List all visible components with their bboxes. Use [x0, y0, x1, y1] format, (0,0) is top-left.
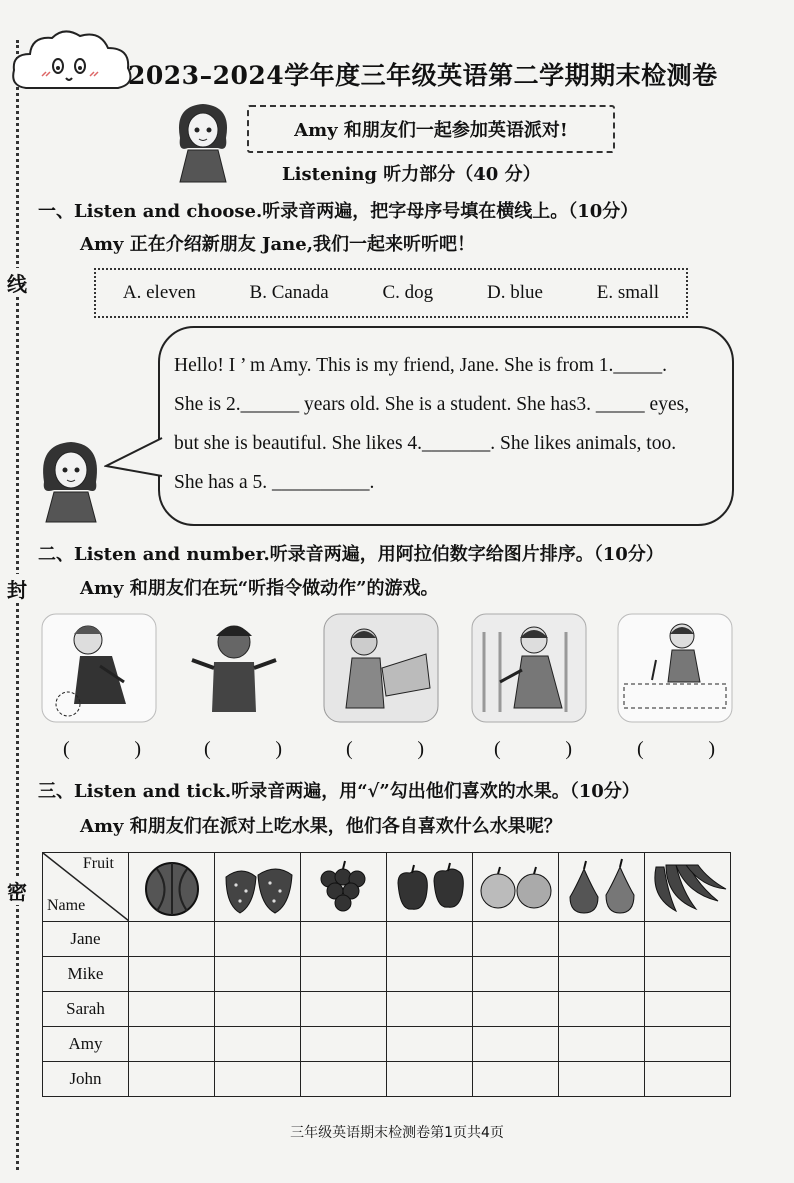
table-row [43, 1027, 731, 1062]
pears-icon [562, 857, 642, 917]
tick-cell[interactable] [559, 922, 645, 957]
passage-line-1: Hello! I ’ m Amy. This is my friend, Jane. She is from 1._____. [174, 355, 668, 376]
tick-cell[interactable] [301, 992, 387, 1027]
tick-cell[interactable] [645, 1062, 731, 1097]
binding-dotted-line [16, 40, 19, 1170]
tick-cell[interactable] [645, 922, 731, 957]
option-e: E. small [596, 282, 660, 303]
tick-cell[interactable] [559, 957, 645, 992]
picture-boy-at-desk [322, 612, 440, 724]
corner-label-fruit: Fruit [82, 855, 114, 872]
tick-cell[interactable] [129, 1027, 215, 1062]
passage-line-3: but she is beautiful. She likes 4._______. She likes animals, too. [174, 433, 677, 454]
tick-cell[interactable] [129, 1062, 215, 1097]
oranges-icon [476, 857, 556, 917]
section1-intro: Amy 正在介绍新朋友 Jane,我们一起来听听吧！ [80, 234, 475, 255]
answer-paren-3[interactable]: ( ) [346, 738, 424, 760]
tick-cell[interactable] [215, 992, 301, 1027]
tick-cell[interactable] [215, 1062, 301, 1097]
theme-box: Amy 和朋友们一起参加英语派对! [247, 105, 615, 153]
listening-part-title: Listening 听力部分（40 分） [282, 164, 541, 185]
row-name-jane: Jane [43, 922, 129, 957]
tick-cell[interactable] [645, 992, 731, 1027]
tick-cell[interactable] [215, 922, 301, 957]
answer-paren-5[interactable]: ( ) [637, 738, 715, 760]
tick-cell[interactable] [301, 1062, 387, 1097]
amy-girl-icon [170, 98, 236, 184]
grapes-icon [309, 857, 379, 917]
row-name-sarah: Sarah [43, 992, 129, 1027]
bananas-icon [646, 857, 730, 917]
section3-heading: 三、Listen and tick.听录音两遍，用“√”勾出他们喜欢的水果。（10分） [38, 781, 640, 802]
tick-cell[interactable] [387, 957, 473, 992]
binding-char-xian: 线 [4, 268, 30, 297]
option-d: D. blue [487, 282, 543, 303]
option-b: B. Canada [249, 282, 329, 303]
tick-cell[interactable] [129, 922, 215, 957]
fruit-col-strawberries [215, 853, 301, 922]
tick-cell[interactable] [387, 922, 473, 957]
answer-paren-1[interactable]: ( ) [63, 738, 141, 760]
section1-heading: 一、Listen and choose.听录音两遍，把字母序号填在横线上。（10分） [38, 201, 639, 222]
fruit-header-row [43, 853, 731, 922]
table-row [43, 992, 731, 1027]
section2-heading: 二、Listen and number.听录音两遍，用阿拉伯数字给图片排序。（10分） [38, 544, 664, 565]
picture-girl-by-water [616, 612, 734, 724]
fruit-col-pears [559, 853, 645, 922]
tick-cell[interactable] [559, 992, 645, 1027]
tick-cell[interactable] [301, 922, 387, 957]
section2-intro: Amy 和朋友们在玩“听指令做动作”的游戏。 [80, 578, 439, 599]
binding-char-feng: 封 [4, 574, 30, 603]
passage-line-2: She is 2.______ years old. She is a student. She has3. _____ eyes, [174, 394, 690, 415]
tick-cell[interactable] [387, 992, 473, 1027]
tick-cell[interactable] [473, 922, 559, 957]
picture-girl-with-ball [40, 612, 158, 724]
answer-paren-2[interactable]: ( ) [204, 738, 282, 760]
tick-cell[interactable] [387, 1027, 473, 1062]
section3-intro: Amy 和朋友们在派对上吃水果，他们各自喜欢什么水果呢？ [80, 816, 562, 837]
tick-cell[interactable] [215, 1027, 301, 1062]
tick-cell[interactable] [215, 957, 301, 992]
apples-icon [390, 857, 470, 917]
table-corner-cell [43, 853, 129, 922]
row-name-amy: Amy [43, 1027, 129, 1062]
fruit-col-apples [387, 853, 473, 922]
strawberries-icon [218, 857, 298, 917]
tick-cell[interactable] [559, 1027, 645, 1062]
fruit-col-grapes [301, 853, 387, 922]
tick-cell[interactable] [473, 992, 559, 1027]
tick-cell[interactable] [301, 1027, 387, 1062]
tick-cell[interactable] [473, 957, 559, 992]
amy-speaking-girl-icon [36, 436, 106, 524]
passage-line-4: She has a 5. __________. [174, 472, 375, 493]
option-a: A. eleven [122, 282, 196, 303]
tick-cell[interactable] [129, 957, 215, 992]
fruit-col-watermelon [129, 853, 215, 922]
exam-title: 2023–2024学年度三年级英语第二学期期末检测卷 [128, 61, 718, 90]
tick-cell[interactable] [129, 992, 215, 1027]
tick-cell[interactable] [473, 1062, 559, 1097]
fruit-col-bananas [645, 853, 731, 922]
watermelon-icon [137, 857, 207, 917]
tick-cell[interactable] [645, 1027, 731, 1062]
cloud-mascot-icon [8, 26, 138, 106]
passage-text [174, 346, 730, 502]
options-box [94, 268, 688, 318]
tick-cell[interactable] [473, 1027, 559, 1062]
tick-cell[interactable] [559, 1062, 645, 1097]
corner-label-name: Name [47, 897, 86, 914]
binding-char-mi: 密 [4, 876, 30, 905]
picture-girl-at-fence [470, 612, 588, 724]
option-c: C. dog [382, 282, 434, 303]
row-name-john: John [43, 1062, 129, 1097]
page-footer: 三年级英语期末检测卷第1页共4页 [290, 1125, 504, 1141]
table-row [43, 957, 731, 992]
tick-cell[interactable] [645, 957, 731, 992]
answer-paren-4[interactable]: ( ) [494, 738, 572, 760]
table-row [43, 922, 731, 957]
table-row [43, 1062, 731, 1097]
row-name-mike: Mike [43, 957, 129, 992]
tick-cell[interactable] [387, 1062, 473, 1097]
speech-bubble-tail [104, 430, 164, 480]
picture-boy-shrugging [176, 612, 294, 724]
fruit-tick-table [42, 852, 731, 1097]
fruit-col-oranges [473, 853, 559, 922]
tick-cell[interactable] [301, 957, 387, 992]
